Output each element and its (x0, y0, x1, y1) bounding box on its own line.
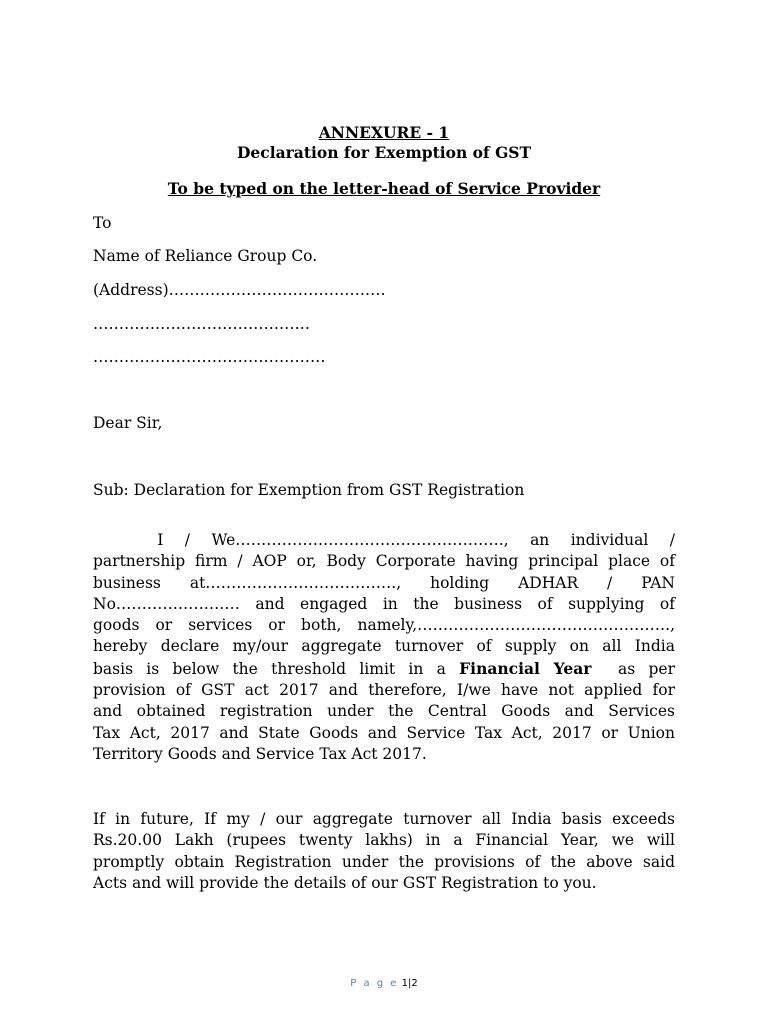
para1-line-financial-year (93, 658, 675, 680)
recipient-address-line3: ……………………………………… (93, 348, 326, 366)
letterhead-instruction: To be typed on the letter-head of Service Provider (167, 179, 601, 198)
para1-line: hereby declare my/our aggregate turnover of supply on all India (93, 637, 675, 656)
para1-line7-end: as per (591, 659, 676, 678)
recipient-to: To (93, 214, 112, 232)
para1-line: and obtained registration under the Central Goods and Services (93, 702, 675, 721)
page-label: P a g e (350, 978, 399, 989)
para1-line: I / We……………………………………………., an individual / (93, 531, 675, 549)
page-number: 1 (401, 978, 408, 989)
para2-line: Rs.20.00 Lakh (rupees twenty lakhs) in a Financial Year, we will (93, 831, 675, 850)
subject-line: Sub: Declaration for Exemption from GST Registration (93, 481, 525, 499)
page-separator: | (408, 978, 412, 989)
para1-line: provision of GST act 2017 and therefore, I/we have not applied for (93, 681, 675, 700)
para1-last-line: Territory Goods and Service Tax Act 2017. (93, 744, 427, 763)
para1-line: business at………………………………., holding ADHAR / PAN (93, 573, 675, 592)
document-title: Declaration for Exemption of GST (236, 143, 532, 162)
financial-year-bold: Financial Year (459, 658, 592, 678)
declaration-paragraph (93, 530, 675, 765)
para1-line: Tax Act, 2017 and State Goods and Service Tax Act, 2017 or Union (93, 723, 675, 742)
para2-line: If in future, If my / our aggregate turnover all India basis exceeds (93, 810, 675, 828)
para1-line: No…………………… and engaged in the business of supplying of (93, 594, 675, 613)
recipient-address-line2: …………………………………… (93, 315, 310, 333)
recipient-company: Name of Reliance Group Co. (93, 247, 318, 265)
para2-last-line: Acts and will provide the details of our GST Registration to you. (93, 873, 597, 892)
annexure-heading: ANNEXURE - 1 (318, 123, 450, 142)
para1-line: partnership firm / AOP or, Body Corporate having principal place of (93, 552, 675, 571)
salutation: Dear Sir, (93, 414, 163, 432)
future-paragraph (93, 809, 675, 894)
para1-line7-text: basis is below the threshold limit in a (93, 659, 460, 678)
para1-line: goods or services or both, namely,…………………………………………., (93, 616, 675, 635)
page-footer (0, 977, 768, 991)
recipient-address: (Address)…………………………………… (93, 281, 386, 299)
page-total: 2 (411, 978, 418, 989)
para2-line: promptly obtain Registration under the provisions of the above said (93, 852, 675, 871)
